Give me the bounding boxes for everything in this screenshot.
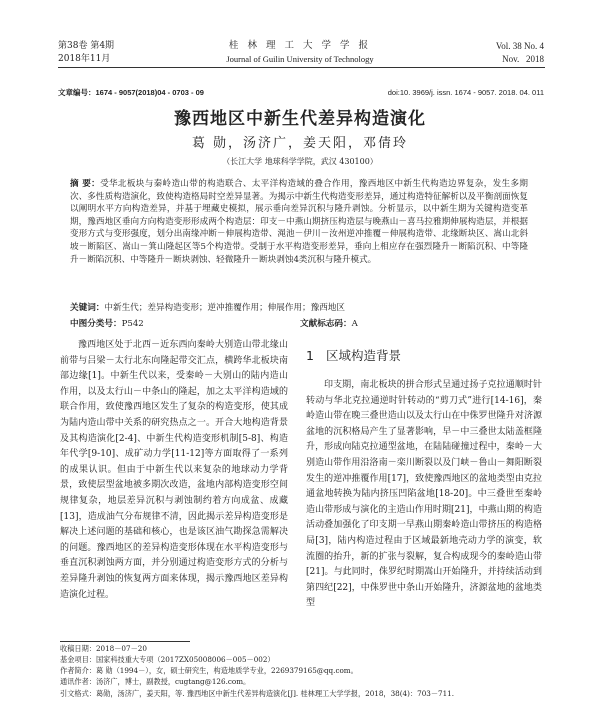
clc-label: 中图分类号： [70,319,122,329]
section-heading [306,346,401,364]
journal-vol-en: Vol. 38 No. 4 [495,41,544,51]
journal-title-cn: 桂 林 理 工 大 学 学 报 [228,40,372,51]
abstract [70,178,528,266]
journal-date-en: Nov. 2018 [502,54,544,64]
clc-value: P542 [121,319,144,329]
footnote-funding: 基金项目：国家科技重大专项（2017ZX05008006－005－002） [60,655,275,664]
section-title: 区域构造背景 [325,348,401,363]
journal-title-en: Journal of Guilin University of Technology [226,54,374,64]
keywords [70,302,528,314]
keywords-text: 中新生代；差异构造变形；逆冲推覆作用；伸展作用；豫西地区 [104,303,346,313]
footnote-author: 作者简介：葛 勋（1994－），女，硕士研究生，构造地质学专业，2269379165@qq.com。 [60,666,358,675]
intro-paragraph: 豫西地区处于北西－近东西向秦岭大别造山带北缘山前带与吕梁－太行北东向隆起带交汇点，横跨华北板块南部边缘[1]。中新生代以来，受秦岭－大别山的陆内造山作用，以及太行山－中条山的隆起，加之太平洋构造域的联合作用，致使豫西地区发生了复杂的构造变形，使其成为陆内造山带中关系的研究热点之一。开合大地构造背景及其构造演化[2-4]、中新生代构造变形机制[5-8]、构造年代学[9-10]、成矿动力学[11-12]等方面取得了一系列的成果认识。但由于中新生代以来复杂的地球动力学背景，致使层型盆地被多期次改造，盆地内部构造变形空间规律复杂，地层差异沉积与剥蚀制约着方向成盆、成藏[13]，造成油气分布规律不清，因此揭示差异构造变形是解决上述问题的基础和核心，也是该区油气勘探急需解决的问题。豫西地区的差异构造变形体现在水平构造变形与垂直沉积剥蚀两方面，并分别通过构造变形方式的分析与差异隆升剥蚀的恢复两方面来体现，揭示豫西地区差异构造演化过程。 [60,340,288,600]
document-code [300,318,358,330]
footnote-citation: 引文格式：葛勋，汤济广，姜天阳，等. 豫西地区中新生代差异构造演化[J]. 桂林理工大学学报，2018，38(4)：703－711. [60,689,455,698]
section-1-paragraph: 印支期，南北板块的拼合形式呈通过扬子克拉通顺时针转动与华北克拉通逆时针转动的“剪刀式”进行[14-16]，秦岭造山带在晚三叠世造山以及太行山在中侏罗世隆升对济源盆地的沉积格局产生了显著影响，早－中三叠世太陆盖框隆升，形成向陆克拉通型盆地，在陆陆碰撞过程中，秦岭－大别造山带作用沿洛南－栾川断裂以及门峡－鲁山－舞阳断裂发生的逆冲推覆作用[17]，致使豫西地区的盆地类型由克拉通盆地转换为陆内挤压凹陷盆地[18-20]。中三叠世至秦岭造山带形成与演化的主造山作用时期[21]，中燕山期的构造活动叠加强化了印支期一早燕山期秦岭造山带挤压的构造格局[3]，陆内构造过程由于区域最新地壳动力学的演变，软流圈的抬升，新的扩张与裂解，复合构成现今的秦岭造山带[21]。与此同时，侏罗纪时期嵩山开始隆升，并持续活动到第四纪[22]，中侏罗世中条山开始隆升，济源盆地的盆地类型 [306,380,542,609]
journal-volume-issue: 第38卷 第4期 [58,41,115,51]
doi: doi:10. 3969/j. issn. 1674 - 9057. 2018. 04. 011 [387,88,544,97]
document-code-value: A [351,319,358,329]
footnote-rule [60,641,190,642]
clc-number [70,318,144,330]
header-rule [58,67,545,68]
abstract-text: 受华北板块与秦岭造山带的构造联合、太平洋构造域的叠合作用，豫西地区中新生代构造边界复杂，发生多期次、多性质构造演化，致使构造格局时空差异显著。为揭示中新生代构造变形差异，通过构造特征解析以及平衡剖面恢复以阐明水平方向构造差异，并基于埋藏史模拟，展示垂向差异沉积与隆升剥蚀。分析显示，以中新生期为关键构造变革期，豫西地区垂向方向构造变形形成两个构造层：印支－中燕山期挤压构造层与晚燕山－喜马拉雅期伸展构造层，并根据变形方式与变形强度，划分出南缘冲断－伸展构造带、渑池－伊川－汝州逆冲推覆－伸展构造带、北缘断块区、嵩山北斜坡－断陷区、嵩山－箕山隆起区等5个构造带。受制于水平构造变形差异，垂向上相应存在强烈隆升－断陷沉积、中等隆升－断陷沉积、中等隆升－断块剥蚀、轻微隆升－断块剥蚀4类沉积与隆升模式。 [70,179,528,265]
keywords-label: 关键词： [70,303,105,313]
authors: 葛 勋，汤济广，姜天阳，邓倩玲 [191,136,409,151]
section-number: 1 [306,348,314,363]
affiliation: （长江大学 地球科学学院，武汉 430100） [222,157,378,166]
article-title: 豫西地区中新生代差异构造演化 [174,109,426,129]
journal-date: 2018年11月 [58,54,111,64]
document-code-label: 文献标志码： [300,319,352,329]
article-number: 文章编号：1674 - 9057(2018)04 - 0703 - 09 [58,88,204,97]
footnote-corresponding: 通讯作者：汤济广，博士，副教授，cugtang@126.com。 [60,677,251,686]
abstract-label: 摘 要： [70,179,101,189]
footnote-received: 收稿日期：2018－07－20 [60,644,147,653]
